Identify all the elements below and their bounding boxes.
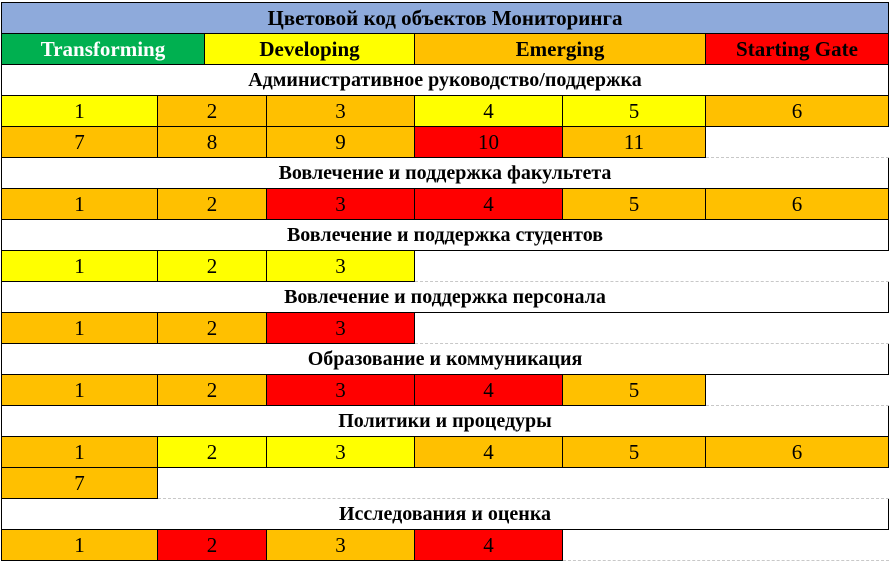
section-title: Вовлечение и поддержка студентов [1,220,889,251]
section-title: Образование и коммуникация [1,344,889,375]
section-header-row [1,220,889,251]
item-cell-emerging: 1 [1,189,158,220]
item-cell-emerging: 6 [706,189,889,220]
item-cell-emerging: 2 [158,313,267,344]
section-header-row [1,344,889,375]
item-cell-emerging: 1 [1,313,158,344]
empty-cell [563,530,889,561]
legend-starting-gate: Starting Gate [706,34,889,65]
legend-row [1,34,889,65]
section-header-row [1,406,889,437]
empty-cell [706,375,889,406]
legend-transforming: Transforming [1,34,205,65]
item-cell-starting-gate: 2 [158,530,267,561]
table-title: Цветовой код объектов Мониторинга [1,2,889,34]
item-cell-emerging: 2 [158,375,267,406]
sections-container [1,65,889,561]
item-cell-starting-gate: 4 [415,375,563,406]
item-row [1,313,889,344]
item-cell-emerging: 3 [267,530,415,561]
item-cell-emerging: 6 [706,96,889,127]
item-cell-starting-gate: 3 [267,313,415,344]
item-cell-starting-gate: 4 [415,530,563,561]
item-cell-starting-gate: 4 [415,189,563,220]
item-cell-developing: 3 [267,251,415,282]
item-cell-emerging: 5 [563,437,706,468]
item-cell-emerging: 1 [1,530,158,561]
legend-developing: Developing [205,34,415,65]
item-row [1,437,889,468]
empty-cell [158,468,889,499]
item-cell-emerging: 3 [267,96,415,127]
item-row [1,251,889,282]
item-cell-emerging: 2 [158,189,267,220]
title-row [1,2,889,34]
item-cell-emerging: 1 [1,375,158,406]
item-cell-emerging: 7 [1,127,158,158]
item-cell-emerging: 9 [267,127,415,158]
section-title: Вовлечение и поддержка факультета [1,158,889,189]
section-header-row [1,158,889,189]
item-row [1,375,889,406]
item-cell-starting-gate: 3 [267,189,415,220]
item-cell-emerging: 1 [1,437,158,468]
item-cell-starting-gate: 3 [267,375,415,406]
item-row [1,96,889,127]
section-header-row [1,65,889,96]
section-title: Политики и процедуры [1,406,889,437]
item-cell-emerging: 5 [563,375,706,406]
item-cell-developing: 4 [415,96,563,127]
section-title: Административное руководство/поддержка [1,65,889,96]
empty-cell [415,313,889,344]
item-row [1,189,889,220]
item-row [1,468,889,499]
section-title: Исследования и оценка [1,499,889,530]
item-cell-starting-gate: 10 [415,127,563,158]
section-header-row [1,282,889,313]
empty-cell [415,251,889,282]
legend-emerging: Emerging [415,34,706,65]
item-cell-emerging: 6 [706,437,889,468]
section-title: Вовлечение и поддержка персонала [1,282,889,313]
monitoring-color-code-table [1,2,889,561]
item-cell-developing: 2 [158,437,267,468]
item-row [1,127,889,158]
item-cell-developing: 1 [1,251,158,282]
empty-cell [706,127,889,158]
item-row [1,530,889,561]
item-cell-emerging: 7 [1,468,158,499]
item-cell-developing: 1 [1,96,158,127]
item-cell-emerging: 11 [563,127,706,158]
item-cell-emerging: 2 [158,96,267,127]
item-cell-developing: 2 [158,251,267,282]
item-cell-emerging: 5 [563,189,706,220]
item-cell-emerging: 8 [158,127,267,158]
section-header-row [1,499,889,530]
item-cell-developing: 3 [267,437,415,468]
item-cell-emerging: 4 [415,437,563,468]
item-cell-developing: 5 [563,96,706,127]
